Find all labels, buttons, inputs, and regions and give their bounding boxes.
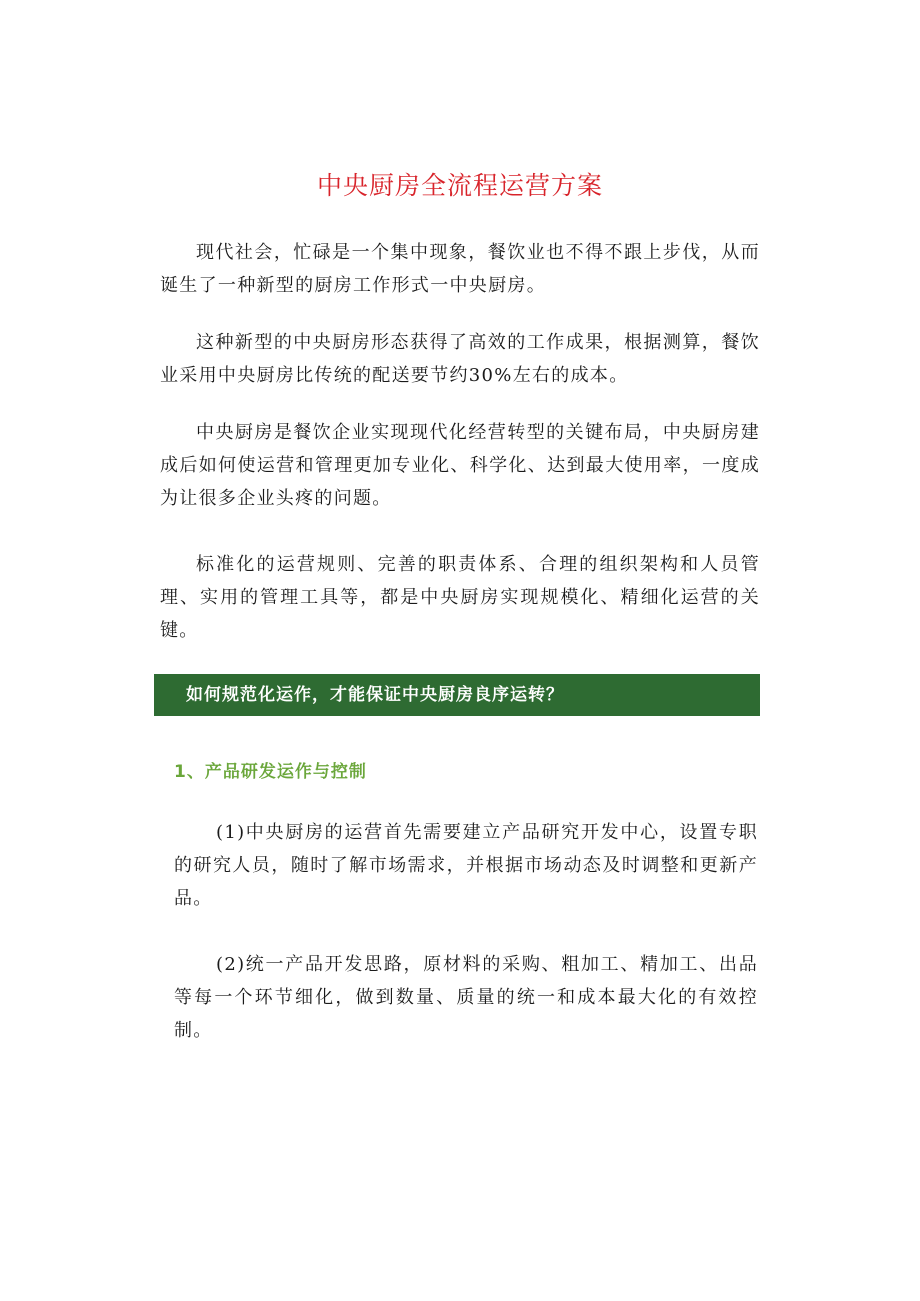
section-heading: 1、产品研发运作与控制 bbox=[174, 762, 367, 782]
intro-paragraph: 这种新型的中央厨房形态获得了高效的工作成果，根据测算，餐饮业采用中央厨房比传统的配送要节约30%左右的成本。 bbox=[160, 332, 760, 386]
intro-paragraph: 中央厨房是餐饮企业实现现代化经营转型的关键布局，中央厨房建成后如何使运营和管理更加专业化、科学化、达到最大使用率，一度成为让很多企业头疼的问题。 bbox=[160, 422, 760, 509]
section-paragraph: (1)中央厨房的运营首先需要建立产品研究开发中心，设置专职的研究人员，随时了解市场需求，并根据市场动态及时调整和更新产品。 bbox=[174, 822, 758, 909]
intro-paragraph: 标准化的运营规则、完善的职责体系、合理的组织架构和人员管理、实用的管理工具等，都是中央厨房实现规模化、精细化运营的关键。 bbox=[160, 554, 760, 641]
intro-paragraph: 现代社会，忙碌是一个集中现象，餐饮业也不得不跟上步伐，从而诞生了一种新型的厨房工作形式一中央厨房。 bbox=[160, 242, 760, 296]
document-title: 中央厨房全流程运营方案 bbox=[316, 171, 603, 200]
section-banner: 如何规范化运作，才能保证中央厨房良序运转？ bbox=[154, 674, 760, 716]
section-paragraph: (2)统一产品开发思路，原材料的采购、粗加工、精加工、出品等每一个环节细化，做到数量、质量的统一和成本最大化的有效控制。 bbox=[174, 954, 758, 1041]
